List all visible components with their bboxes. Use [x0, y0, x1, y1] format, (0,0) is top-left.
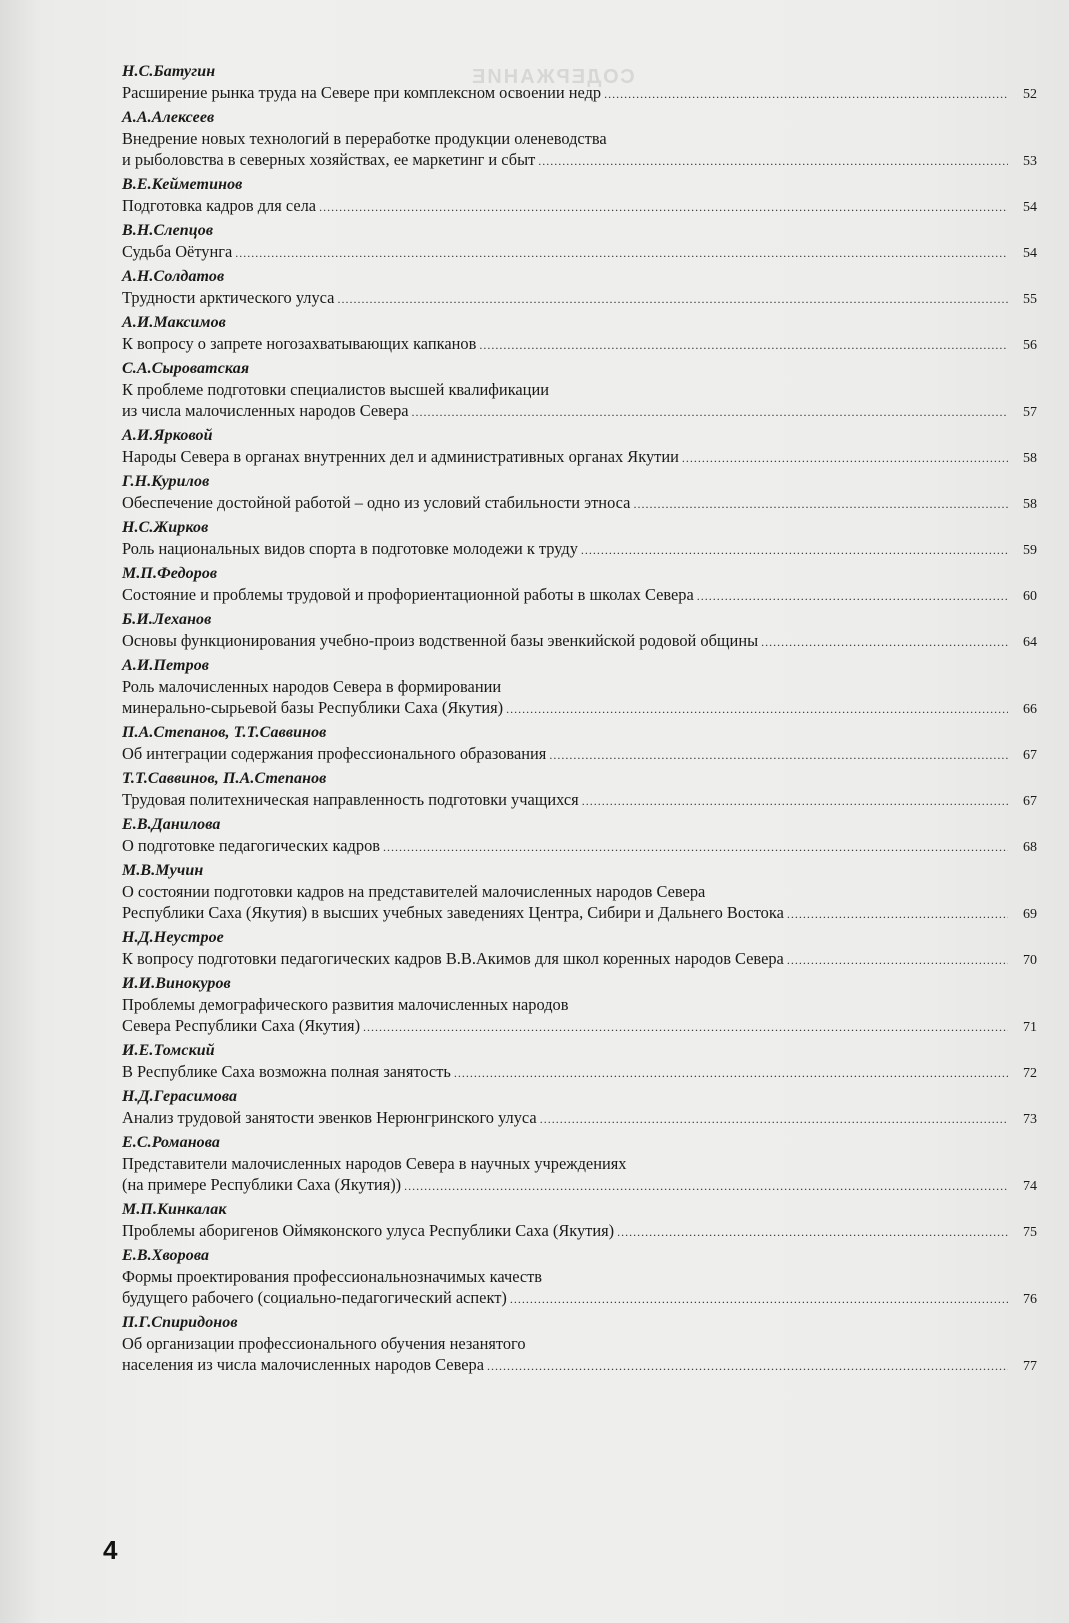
entry-title-line	[122, 789, 1037, 812]
entry-title-continued: Внедрение новых технологий в переработке продукции оленеводства	[122, 129, 607, 148]
entry-page-number: 64	[1023, 635, 1037, 650]
dot-leader	[617, 1222, 1008, 1243]
toc-entry[interactable]	[122, 610, 1037, 653]
entry-title-line	[122, 630, 1037, 653]
entry-title-line	[122, 743, 1037, 766]
entry-title-line	[122, 902, 1037, 925]
entry-title-line	[122, 584, 1037, 607]
entry-page-number: 67	[1023, 748, 1037, 763]
entry-title-line	[122, 400, 1037, 423]
entry-author: Н.Д.Неустрое	[122, 929, 224, 946]
dot-leader	[412, 402, 1008, 423]
toc-entry[interactable]	[122, 426, 1037, 469]
entry-title: Анализ трудовой занятости эвенков Нерюнгринского улуса	[122, 1108, 537, 1127]
entry-title-continued: Формы проектирования профессиональнозначимых качеств	[122, 1267, 543, 1286]
entry-title-line	[122, 1015, 1037, 1038]
entry-title-continued: К проблеме подготовки специалистов высшей квалификации	[122, 380, 549, 399]
entry-title: В Республике Саха возможна полная занятость	[122, 1062, 451, 1081]
entry-page-number: 75	[1023, 1225, 1037, 1240]
toc-entry[interactable]	[122, 62, 1037, 105]
entry-page-number: 70	[1023, 953, 1037, 968]
entry-author: П.А.Степанов, Т.Т.Саввинов	[122, 724, 327, 741]
entry-title-continued: Роль малочисленных народов Севера в формировании	[122, 677, 502, 696]
dot-leader	[337, 289, 1008, 310]
table-of-contents	[122, 62, 1037, 1380]
entry-author: Е.В.Данилова	[122, 816, 221, 833]
toc-entry[interactable]	[122, 1313, 1037, 1377]
toc-entry[interactable]	[122, 221, 1037, 264]
entry-author: Е.В.Хворова	[122, 1247, 210, 1264]
entry-author: А.Н.Солдатов	[122, 268, 225, 285]
entry-title-line	[122, 241, 1037, 264]
entry-author: В.Е.Кейметинов	[122, 176, 243, 193]
entry-title-continued: Об организации профессионального обучения незанятого	[122, 1334, 526, 1353]
entry-page-number: 69	[1023, 907, 1037, 922]
entry-title-line	[122, 697, 1037, 720]
dot-leader	[454, 1063, 1008, 1084]
entry-title: населения из числа малочисленных народов Севера	[122, 1355, 484, 1374]
entry-author: Н.С.Жирков	[122, 519, 209, 536]
entry-page-number: 66	[1023, 702, 1037, 717]
entry-title: Об интеграции содержания профессионального образования	[122, 744, 547, 763]
dot-leader	[506, 699, 1008, 720]
entry-title-line	[122, 446, 1037, 469]
entry-page-number: 56	[1023, 338, 1037, 353]
entry-author: А.И.Петров	[122, 657, 210, 674]
entry-title-continued: Представители малочисленных народов Севера в научных учреждениях	[122, 1154, 627, 1173]
entry-title: из числа малочисленных народов Севера	[122, 401, 409, 420]
toc-entry[interactable]	[122, 1200, 1037, 1243]
entry-author: Г.Н.Курилов	[122, 473, 210, 490]
toc-entry[interactable]	[122, 1246, 1037, 1310]
entry-title-line	[122, 538, 1037, 561]
entry-title-line	[122, 1174, 1037, 1197]
dot-leader	[235, 243, 1008, 264]
dot-leader	[697, 586, 1008, 607]
entry-title: Народы Севера в органах внутренних дел и административных органах Якутии	[122, 447, 679, 466]
dot-leader	[787, 904, 1008, 925]
entry-author: Т.Т.Саввинов, П.А.Степанов	[122, 770, 327, 787]
entry-title-line	[122, 82, 1037, 105]
entry-title: (на примере Республики Саха (Якутия))	[122, 1175, 402, 1194]
dot-leader	[787, 950, 1008, 971]
entry-page-number: 60	[1023, 589, 1037, 604]
entry-page-number: 53	[1023, 154, 1037, 169]
entry-author: И.Е.Томский	[122, 1042, 215, 1059]
entry-title: минерально-сырьевой базы Республики Саха (Якутия)	[122, 698, 504, 717]
toc-entry[interactable]	[122, 1041, 1037, 1084]
entry-title: Республики Саха (Якутия) в высших учебных заведениях Центра, Сибири и Дальнего Востока	[122, 903, 784, 922]
entry-author: Н.Д.Герасимова	[122, 1088, 238, 1105]
entry-title-line	[122, 287, 1037, 310]
entry-title: Состояние и проблемы трудовой и профориентационной работы в школах Севера	[122, 585, 694, 604]
entry-title-line	[122, 149, 1037, 172]
entry-author: А.И.Максимов	[122, 314, 226, 331]
entry-title: Подготовка кадров для села	[122, 196, 317, 215]
dot-leader	[363, 1017, 1008, 1038]
entry-title-line	[122, 1220, 1037, 1243]
dot-leader	[549, 745, 1008, 766]
entry-page-number: 54	[1023, 200, 1037, 215]
toc-entry[interactable]	[122, 564, 1037, 607]
bleed-through-heading: СОДЕРЖАНИЕ	[470, 66, 635, 88]
dot-leader	[540, 1109, 1008, 1130]
entry-title: Роль национальных видов спорта в подготовке молодежи к труду	[122, 539, 578, 558]
dot-leader	[510, 1289, 1008, 1310]
entry-title-line	[122, 333, 1037, 356]
entry-author: Б.И.Леханов	[122, 611, 212, 628]
dot-leader	[633, 494, 1008, 515]
entry-page-number: 72	[1023, 1066, 1037, 1081]
entry-title-line	[122, 492, 1037, 515]
toc-entry[interactable]	[122, 861, 1037, 925]
toc-entry[interactable]	[122, 472, 1037, 515]
entry-title-continued: О состоянии подготовки кадров на представителей малочисленных народов Севера	[122, 882, 706, 901]
dot-leader	[682, 448, 1008, 469]
dot-leader	[404, 1176, 1008, 1197]
entry-author: М.П.Кинкалак	[122, 1201, 227, 1218]
dot-leader	[581, 540, 1008, 561]
entry-page-number: 73	[1023, 1112, 1037, 1127]
entry-title: Основы функционирования учебно-произ водственной базы эвенкийской родовой общины	[122, 631, 759, 650]
toc-entry[interactable]	[122, 313, 1037, 356]
entry-author: П.Г.Спиридонов	[122, 1314, 238, 1331]
toc-entry[interactable]	[122, 267, 1037, 310]
dot-leader	[383, 837, 1008, 858]
entry-title: О подготовке педагогических кадров	[122, 836, 381, 855]
dot-leader	[319, 197, 1008, 218]
toc-entry[interactable]	[122, 1133, 1037, 1197]
entry-author: И.И.Винокуров	[122, 975, 231, 992]
toc-entry[interactable]	[122, 928, 1037, 971]
toc-entry[interactable]	[122, 175, 1037, 218]
dot-leader	[604, 84, 1008, 105]
entry-title: Проблемы аборигенов Оймяконского улуса Республики Саха (Якутия)	[122, 1221, 615, 1240]
toc-entry[interactable]	[122, 359, 1037, 423]
entry-author: В.Н.Слепцов	[122, 222, 214, 239]
dot-leader	[761, 632, 1008, 653]
entry-title: будущего рабочего (социально-педагогический аспект)	[122, 1288, 507, 1307]
entry-author: Н.С.Батугин	[122, 63, 216, 80]
entry-title-line	[122, 1061, 1037, 1084]
toc-entry[interactable]	[122, 974, 1037, 1038]
entry-title: Севера Республики Саха (Якутия)	[122, 1016, 361, 1035]
entry-title: Трудности арктического улуса	[122, 288, 335, 307]
entry-title-line	[122, 835, 1037, 858]
dot-leader	[487, 1356, 1008, 1377]
toc-entry[interactable]	[122, 723, 1037, 766]
entry-page-number: 67	[1023, 794, 1037, 809]
entry-page-number: 58	[1023, 451, 1037, 466]
entry-title: Расширение рынка труда на Севере при комплексном освоении недр	[122, 83, 602, 102]
entry-author: Е.С.Романова	[122, 1134, 221, 1151]
entry-title: К вопросу подготовки педагогических кадров В.В.Акимов для школ коренных народов Севера	[122, 949, 784, 968]
entry-title-continued: Проблемы демографического развития малочисленных народов	[122, 995, 569, 1014]
entry-page-number: 68	[1023, 840, 1037, 855]
entry-title: Трудовая политехническая направленность подготовки учащихся	[122, 790, 579, 809]
toc-entry[interactable]	[122, 1087, 1037, 1130]
entry-title: Судьба Оётунга	[122, 242, 233, 261]
entry-page-number: 74	[1023, 1179, 1037, 1194]
entry-page-number: 54	[1023, 246, 1037, 261]
entry-author: А.А.Алексеев	[122, 109, 215, 126]
toc-entry[interactable]	[122, 518, 1037, 561]
entry-author: С.А.Сыроватская	[122, 360, 250, 377]
entry-author: М.В.Мучин	[122, 862, 204, 879]
entry-title: К вопросу о запрете ногозахватывающих капканов	[122, 334, 477, 353]
entry-page-number: 59	[1023, 543, 1037, 558]
entry-title-line	[122, 195, 1037, 218]
dot-leader	[479, 335, 1008, 356]
entry-title-line	[122, 1287, 1037, 1310]
entry-page-number: 76	[1023, 1292, 1037, 1307]
entry-author: М.П.Федоров	[122, 565, 218, 582]
toc-entry[interactable]	[122, 815, 1037, 858]
entry-page-number: 58	[1023, 497, 1037, 512]
entry-page-number: 71	[1023, 1020, 1037, 1035]
dot-leader	[538, 151, 1008, 172]
entry-page-number: 77	[1023, 1359, 1037, 1374]
page-number: 4	[103, 1535, 118, 1565]
entry-page-number: 55	[1023, 292, 1037, 307]
toc-entry[interactable]	[122, 656, 1037, 720]
toc-entry[interactable]	[122, 769, 1037, 812]
entry-title-line	[122, 948, 1037, 971]
entry-title: и рыболовства в северных хозяйствах, ее маркетинг и сбыт	[122, 150, 536, 169]
entry-title: Обеспечение достойной работой – одно из условий стабильности этноса	[122, 493, 631, 512]
entry-title-line	[122, 1107, 1037, 1130]
entry-title-line	[122, 1354, 1037, 1377]
toc-entry[interactable]	[122, 108, 1037, 172]
entry-author: А.И.Ярковой	[122, 427, 213, 444]
dot-leader	[582, 791, 1008, 812]
entry-page-number: 52	[1023, 87, 1037, 102]
entry-page-number: 57	[1023, 405, 1037, 420]
